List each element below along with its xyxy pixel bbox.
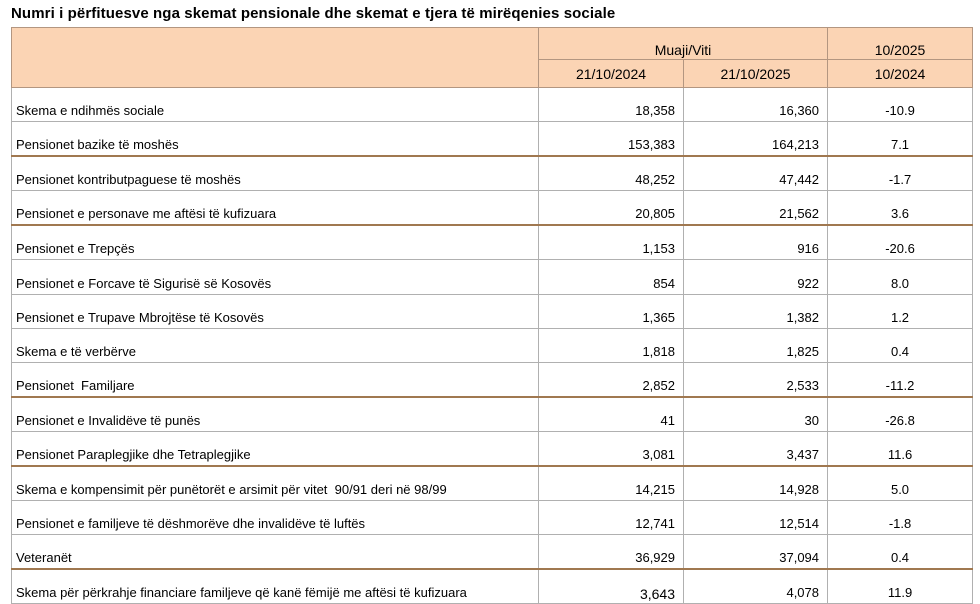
row-value-2024: 1,818 <box>539 328 684 362</box>
row-label: Pensionet kontributpaguese të moshës <box>12 156 539 191</box>
header-col-2024: 21/10/2024 <box>539 60 684 88</box>
row-label: Skema e të verbërve <box>12 328 539 362</box>
row-value-2025: 14,928 <box>684 466 828 501</box>
row-label: Pensionet e Trepçës <box>12 225 539 260</box>
row-value-2024: 12,741 <box>539 501 684 535</box>
table-row <box>12 191 973 226</box>
row-label: Pensionet e Forcave të Sigurisë së Kosovës <box>12 260 539 294</box>
row-value-2024: 48,252 <box>539 156 684 191</box>
row-label: Pensionet bazike të moshës <box>12 122 539 157</box>
row-label: Pensionet e Invalidëve të punës <box>12 397 539 432</box>
row-change: -20.6 <box>828 225 973 260</box>
table-row <box>12 466 973 501</box>
row-change: 3.6 <box>828 191 973 226</box>
row-value-2024: 18,358 <box>539 88 684 122</box>
row-label: Pensionet Familjare <box>12 362 539 397</box>
table-row <box>12 431 973 466</box>
table-row <box>12 122 973 157</box>
row-value-2025: 37,094 <box>684 535 828 570</box>
row-label: Pensionet Paraplegjike dhe Tetraplegjike <box>12 431 539 466</box>
row-change: 8.0 <box>828 260 973 294</box>
row-value-2025: 1,825 <box>684 328 828 362</box>
table-row <box>12 501 973 535</box>
row-value-2025: 16,360 <box>684 88 828 122</box>
row-value-2024: 1,153 <box>539 225 684 260</box>
row-change: 11.9 <box>828 569 973 604</box>
row-change: -26.8 <box>828 397 973 432</box>
row-value-2024: 20,805 <box>539 191 684 226</box>
row-change: 0.4 <box>828 328 973 362</box>
row-value-2024: 1,365 <box>539 294 684 328</box>
row-label: Pensionet e Trupave Mbrojtëse të Kosovës <box>12 294 539 328</box>
row-value-2025: 12,514 <box>684 501 828 535</box>
row-label: Veteranët <box>12 535 539 570</box>
row-value-2024: 3,643 <box>539 569 684 604</box>
row-change: 1.2 <box>828 294 973 328</box>
row-label: Skema për përkrahje financiare familjeve që kanë fëmijë me aftësi të kufizuara <box>12 569 539 604</box>
row-value-2025: 30 <box>684 397 828 432</box>
table-row <box>12 88 973 122</box>
row-change: 7.1 <box>828 122 973 157</box>
header-period-label: Muaji/Viti <box>539 28 828 60</box>
row-value-2025: 21,562 <box>684 191 828 226</box>
table-row <box>12 260 973 294</box>
row-label: Pensionet e personave me aftësi të kufizuara <box>12 191 539 226</box>
row-change: 11.6 <box>828 431 973 466</box>
row-value-2024: 3,081 <box>539 431 684 466</box>
page-title: Numri i përfituesve nga skemat pensionale dhe skemat e tjera të mirëqenies sociale <box>11 5 616 22</box>
row-value-2024: 36,929 <box>539 535 684 570</box>
header-empty-cell <box>12 28 539 88</box>
header-ratio-bottom: 10/2024 <box>828 60 973 88</box>
row-change: -1.8 <box>828 501 973 535</box>
row-value-2024: 153,383 <box>539 122 684 157</box>
row-value-2025: 916 <box>684 225 828 260</box>
row-value-2025: 2,533 <box>684 362 828 397</box>
row-value-2025: 4,078 <box>684 569 828 604</box>
header-ratio-top: 10/2025 <box>828 28 973 60</box>
table-row <box>12 156 973 191</box>
row-value-2025: 3,437 <box>684 431 828 466</box>
row-value-2025: 922 <box>684 260 828 294</box>
row-value-2025: 164,213 <box>684 122 828 157</box>
table-row <box>12 535 973 570</box>
row-change: 0.4 <box>828 535 973 570</box>
row-label: Skema e ndihmës sociale <box>12 88 539 122</box>
table-row <box>12 569 973 604</box>
row-change: -11.2 <box>828 362 973 397</box>
header-col-2025: 21/10/2025 <box>684 60 828 88</box>
row-value-2024: 41 <box>539 397 684 432</box>
beneficiaries-table <box>11 27 973 604</box>
row-label: Pensionet e familjeve të dëshmorëve dhe invalidëve të luftës <box>12 501 539 535</box>
row-change: -10.9 <box>828 88 973 122</box>
row-change: -1.7 <box>828 156 973 191</box>
table-row <box>12 328 973 362</box>
row-label: Skema e kompensimit për punëtorët e arsimit për vitet 90/91 deri në 98/99 <box>12 466 539 501</box>
row-value-2024: 14,215 <box>539 466 684 501</box>
table-row <box>12 397 973 432</box>
table-row <box>12 362 973 397</box>
row-value-2025: 47,442 <box>684 156 828 191</box>
row-change: 5.0 <box>828 466 973 501</box>
row-value-2024: 2,852 <box>539 362 684 397</box>
table-row <box>12 225 973 260</box>
table-row <box>12 294 973 328</box>
row-value-2024: 854 <box>539 260 684 294</box>
row-value-2025: 1,382 <box>684 294 828 328</box>
